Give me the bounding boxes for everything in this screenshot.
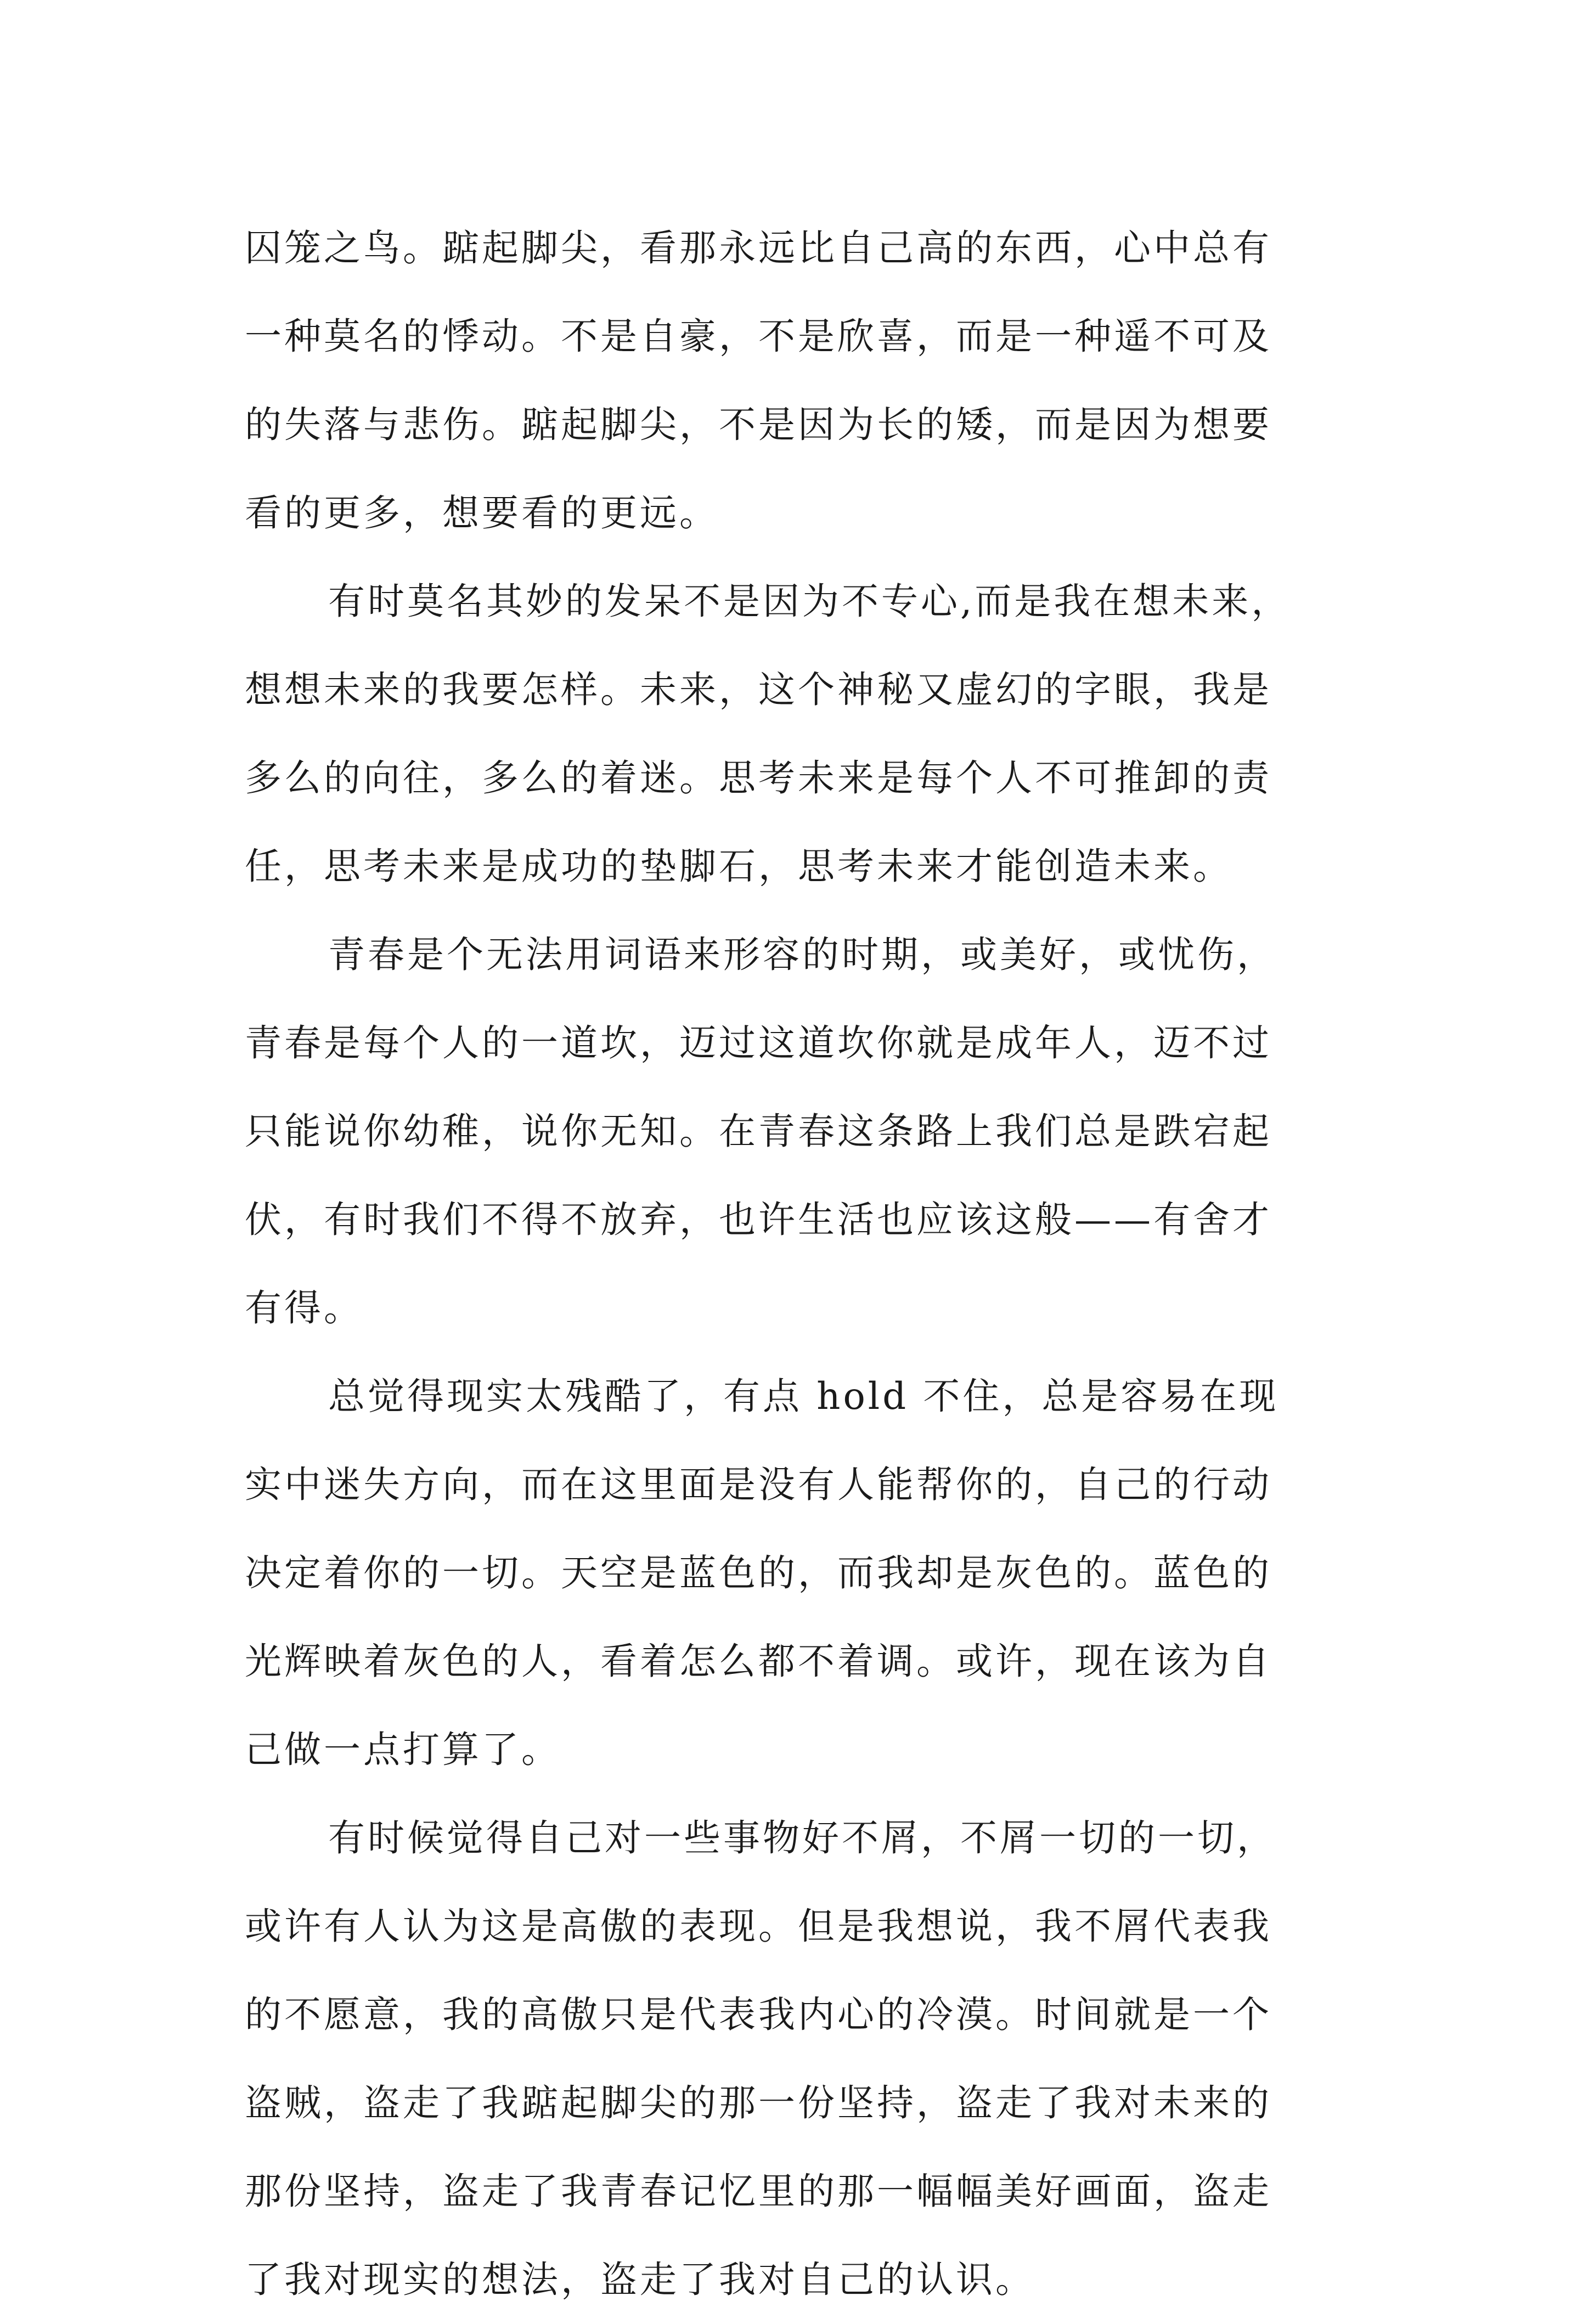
text-line: 多么的向往，多么的着迷。思考未来是每个人不可推卸的责 (245, 757, 1272, 799)
text-line: 有时莫名其妙的发呆不是因为不专心,而是我在想未来， (328, 580, 1291, 623)
text-line: 的不愿意，我的高傲只是代表我内心的冷漠。时间就是一个 (245, 1993, 1272, 2036)
text-line: 看的更多，想要看的更远。 (245, 492, 719, 534)
text-line: 只能说你幼稚，说你无知。在青春这条路上我们总是跌宕起 (245, 1110, 1272, 1153)
text-line: 任，思考未来是成功的垫脚石，思考未来才能创造未来。 (245, 845, 1232, 888)
text-line: 光辉映着灰色的人，看着怎么都不着调。或许，现在该为自 (245, 1640, 1272, 1683)
text-line: 有得。 (245, 1287, 363, 1329)
paragraph-2 (245, 557, 1353, 911)
article-body (245, 204, 1353, 2324)
text-line: 盗贼，盗走了我踮起脚尖的那一份坚持，盗走了我对未来的 (245, 2082, 1272, 2124)
paragraph-1 (245, 204, 1353, 557)
text-line: 那份坚持，盗走了我青春记忆里的那一幅幅美好画面，盗走 (245, 2170, 1272, 2213)
text-line: 的失落与悲伤。踮起脚尖，不是因为长的矮，而是因为想要 (245, 403, 1272, 446)
text-line: 或许有人认为这是高傲的表现。但是我想说，我不屑代表我 (245, 1905, 1272, 1948)
paragraph-5 (245, 1794, 1353, 2324)
text-line: 囚笼之鸟。踮起脚尖，看那永远比自己高的东西，心中总有 (245, 227, 1272, 269)
paragraph-4 (245, 1352, 1353, 1794)
text-line: 决定着你的一切。天空是蓝色的，而我却是灰色的。蓝色的 (245, 1552, 1272, 1594)
text-line: 总觉得现实太残酷了，有点 hold 不住，总是容易在现 (328, 1375, 1279, 1418)
text-line: 一种莫名的悸动。不是自豪，不是欣喜，而是一种遥不可及 (245, 315, 1272, 358)
text-line: 青春是每个人的一道坎，迈过这道坎你就是成年人，迈不过 (245, 1022, 1272, 1064)
text-line: 实中迷失方向，而在这里面是没有人能帮你的，自己的行动 (245, 1463, 1272, 1506)
text-line: 伏，有时我们不得不放弃，也许生活也应该这般——有舍才 (245, 1198, 1272, 1241)
text-line: 己做一点打算了。 (245, 1728, 561, 1771)
text-line: 有时候觉得自己对一些事物好不屑，不屑一切的一切， (328, 1817, 1276, 1859)
paragraph-3 (245, 911, 1353, 1352)
text-line: 想想未来的我要怎样。未来，这个神秘又虚幻的字眼，我是 (245, 668, 1272, 711)
text-line: 青春是个无法用词语来形容的时期，或美好，或忧伤， (328, 933, 1276, 976)
text-line: 了我对现实的想法，盗走了我对自己的认识。 (245, 2258, 1035, 2301)
